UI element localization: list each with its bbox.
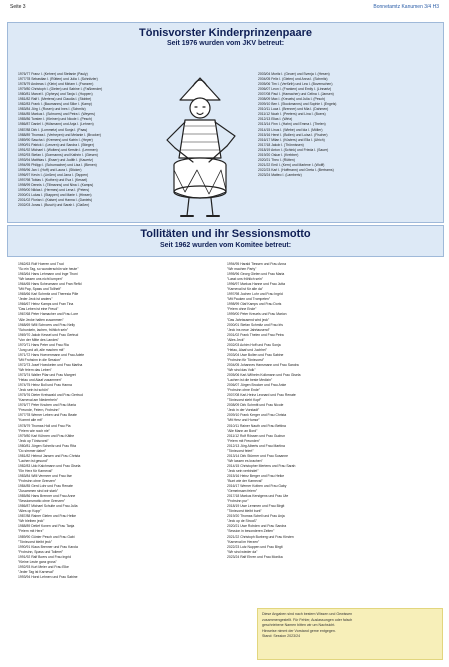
list-item: 1993/94 Horst Lehnen und Frau Sabine xyxy=(18,574,78,579)
list-item: 2015/16 Henri I. (Bollen) und Luisa I. (Fischer) xyxy=(258,132,328,137)
list-item: "Frohsinn pur" xyxy=(227,499,249,504)
list-item: 1989/90 Günter Pesch und Frau Gabi xyxy=(18,534,75,539)
tollitaeten-title-box xyxy=(7,225,444,257)
list-item: 1986/87 Daniel I. (Hülsmann) und Anja I. (Lehnen) xyxy=(18,122,94,127)
list-item: 1976/77 Franz I. (Kehrer) und Stefanie (Pauly) xyxy=(18,72,88,76)
list-item: "Mit Frohsinn in die Session" xyxy=(18,357,62,362)
prinzenpaare-list-right xyxy=(258,72,436,178)
list-item: 2005/06 Karl-Wilhelm Kolkmann und Frau Gisela xyxy=(227,373,301,378)
list-item: 1972/73 Josef Hoeckelen und Frau Martha xyxy=(18,362,83,367)
list-item: "Tönisvorst bleibt jeck" xyxy=(18,539,53,544)
list-item: "Tönisvorst steht Kopf" xyxy=(227,398,262,403)
list-item: "Bunt wie der Karneval" xyxy=(227,479,263,484)
list-item: "Frohsinn ohne Grenzen" xyxy=(18,479,57,484)
list-item: "Gemeinsam feiern" xyxy=(227,489,258,494)
list-item: "Tönisvorst feiert" xyxy=(227,448,254,453)
list-item: 1974/75 Heinz Boll und Frau Hanna xyxy=(18,383,72,388)
list-item: 2000/01 Stefan Schmitz und Frau Iris xyxy=(227,322,283,327)
list-item: 1983/84 Willi Vermeer und Frau Ilse xyxy=(18,473,72,478)
list-item: 1978/79 Thomas Holl und Frau Pia xyxy=(18,423,71,428)
page-header xyxy=(10,4,439,13)
list-item: 1993/94 Matthias I. (Esser) und Judith I. (Kauertz) xyxy=(18,157,94,162)
list-item: 2012/13 Jörg Alberts und Frau Martina xyxy=(227,443,285,448)
list-item: 1980/81 Marcel I. (Opheys) und Tanja I. (Hoppen) xyxy=(18,92,93,97)
list-item: 1984/85 Markus I. (Schroers) und Petra I. (Weyers) xyxy=(18,112,96,117)
list-item: "Wir feiern das Leben" xyxy=(18,367,52,372)
list-item: 1966/67 Heinz Kamps und Fran Tina xyxy=(18,302,74,307)
prinzenpaare-title: Tönisvorster Kinderprinzenpaare xyxy=(139,27,312,39)
page-number: Seite 3 xyxy=(10,4,26,10)
list-item: "Kleine Leute ganz gross" xyxy=(18,559,57,564)
list-item: "Frohsinn für Tönisvorst" xyxy=(227,357,265,362)
list-item: 2009/10 Frank Kerger und Frau Christa xyxy=(227,413,287,418)
list-item: 2011/12 Noah I. (Peeters) und Lina I. (Boers) xyxy=(258,112,326,117)
list-item: 1994/95 Harald Tiessen und Frau Anna xyxy=(227,262,286,266)
list-item: "Jeck sein verbindet" xyxy=(227,468,259,473)
list-item: 1976/77 Peter Knuben und Frau Maria xyxy=(18,403,76,408)
list-item: 1982/83 Frank I. (Baumanns) und Silke I. (Kamp) xyxy=(18,102,92,107)
list-item: 2014/15 Linus I. (Wiebe) und Ida I. (Möller) xyxy=(258,127,323,132)
list-item: 1977/78 Werner Leben und Frau Beate xyxy=(18,413,77,418)
list-item: "Feiern mit Herz" xyxy=(18,529,44,534)
list-item: "Karneval ist für alle da" xyxy=(227,287,263,292)
list-item: 1984/85 Gerd Lohr und Frau Renate xyxy=(18,484,73,489)
list-item: 2006/07 Jürgen Brocker und Frau Anke xyxy=(227,383,287,388)
list-item: 1994/95 Philipp I. (Schumacher) und Lisa I. (Bienen) xyxy=(18,162,97,167)
list-item: 1987/88 Dirk I. (Lommetz) und Sonja I. (Paas) xyxy=(18,127,88,132)
list-item: "Wir sind das Volk" xyxy=(227,367,256,372)
list-item: 1981/82 Helmut Jansen und Frau Christa xyxy=(18,453,81,458)
list-item: "Jeck ins neue Jahrtausend" xyxy=(227,327,270,332)
list-item: "Wir sind wieder da" xyxy=(227,549,258,554)
list-item: "Feiern ohne Ende" xyxy=(227,307,257,312)
list-item: 1998/99 Olaf Kamps und Frau Doris xyxy=(227,302,282,307)
list-item: 1963/64 Hans Lehmann und Inge Thoni xyxy=(18,272,78,277)
list-item: 1988/89 Thomas I. (Verheyen) und Melanie I. (Brocker) xyxy=(18,132,101,137)
list-item: 2022/23 Lutz Nuppen und Frau Birgit xyxy=(227,544,283,549)
list-item: 1997/98 Jochen Lohr und Frau Ingrid xyxy=(227,292,283,297)
list-item: 2014/15 Christopher Mertens und Frau Sarah xyxy=(227,463,296,468)
list-item: 1997/98 Tobias I. (Kothen) und Eva I. (Kessel) xyxy=(18,177,88,182)
list-item: "Alle Jecke halten zusammen" xyxy=(18,317,64,322)
list-item: "Sessionsmotto ohne Grenzen" xyxy=(18,499,66,504)
list-item: 1980/81 Jürgen Schmitz und Frau Rita xyxy=(18,443,77,448)
list-item: "Jeder Tag ist Karneval" xyxy=(18,569,54,574)
list-item: 2003/04 Uwe Bollen und Frau Sabine xyxy=(227,352,284,357)
list-item: "Das Leben ist eine Freud" xyxy=(18,307,59,312)
list-item: "Das Jahrtausend wird jeck" xyxy=(227,317,270,322)
list-item: 1989/90 Sascha I. (Kremers) und Katrin I. (Heyer) xyxy=(18,137,93,142)
list-item: 1968/69 Willi Schroers und Frau Nelly xyxy=(18,322,75,327)
list-item: 2005/06 Tim I. (Verfürth) und Lea I. (Bovenschen) xyxy=(258,82,333,87)
list-item: 2013/14 Finn I. (Hahn) und Emma I. (Thelen) xyxy=(258,122,326,127)
list-item: 1985/86 Hans Brenner und Frau Anne xyxy=(18,494,76,499)
list-item: 1964/65 Hans Scheumann und Fran Refld xyxy=(18,282,82,287)
tollitaeten-subtitle: Seit 1962 wurden vom Komitee betreut: xyxy=(159,242,292,249)
list-item: "Jeder Jeck ist anders" xyxy=(18,297,53,302)
list-item: "Feiern wie noch nie" xyxy=(18,428,50,433)
list-item: "Kommt alle mit" xyxy=(18,418,43,423)
list-item: 2019/20 Thomas Schell und Frau Anja xyxy=(227,514,285,519)
note-line: Diese Angaben sind nach bestem Wissen und Gewissen xyxy=(262,612,353,616)
list-item: "Freunde, Feiern, Frohsinn" xyxy=(18,408,60,413)
list-item: 2004/05 Felix I. (Gielen) und Anna I. (Schmitz) xyxy=(258,77,328,82)
prinzenpaare-subtitle: Seit 1976 wurden vom JKV betreut: xyxy=(166,40,285,47)
list-item: "Mit Pauken und Trompeten" xyxy=(227,297,271,302)
list-item: 2003/04 Moritz I. (Geuer) und Svenja I. (Hesen) xyxy=(258,72,330,76)
list-item: 2020/21 Theo I. (Rütten) xyxy=(258,157,295,162)
tollitaeten-title: Tollitäten und ihr Sessionsmotto xyxy=(140,228,311,240)
list-item: "Jeck op Tönisvorst" xyxy=(18,438,49,443)
list-item: 1990/91 Patrick I. (Lenzen) und Sandra I. (Stieger) xyxy=(18,142,94,147)
list-item: 2017/18 Jakob I. (Thönnissen) xyxy=(258,142,304,147)
list-item: 1965/66 Karl Schmitz und Theresia Pille xyxy=(18,292,79,297)
list-item: "Von der Mitte des Landes" xyxy=(18,337,59,342)
list-item: "Alles Jeck" xyxy=(227,337,245,342)
list-item: 2020/21 Uwe Rohden und Frau Sandra xyxy=(227,524,287,529)
list-item: 2013/14 Dirk Stürmer und Frau Susanne xyxy=(227,453,289,458)
list-item: 1967/68 Peter Hamacher und Frau Lore xyxy=(18,312,79,317)
list-item: "Mit Pap, Spass und Tollheit" xyxy=(18,287,62,292)
note-line: Stand: Session 2023/24 xyxy=(262,634,301,639)
list-item: 2000/01 Lukas I. (Stappen) und Marie I. (Hinsen) xyxy=(18,193,92,198)
note-line: Hinweise nimmt der Vorstand gerne entgegen. xyxy=(262,628,336,633)
list-item: "Wir machen Party" xyxy=(227,267,257,272)
list-item: 2018/19 Anton I. (Schink) und Frieda I. (Sauer) xyxy=(258,147,329,152)
list-item: "Frohsinn ohne Ende" xyxy=(227,388,260,393)
list-item: "Mit Herz und Humor" xyxy=(227,418,260,423)
list-item: 2001/02 Frank Thelen und Frau Petra xyxy=(227,332,284,337)
list-item: 1987/88 Rainer Gielen und Frau Heike xyxy=(18,514,77,519)
list-item: 1988/89 Detlef Konen und Frau Tanja xyxy=(18,524,75,529)
disclaimer-note xyxy=(257,608,443,660)
list-item: 1971/72 Hans Hoevenmann und Frau Adele xyxy=(18,352,85,357)
list-item: 2015/16 Heinz Berger und Frau Heike xyxy=(227,473,285,478)
list-item: 2010/11 Rainer Nauth und Frau Bettina xyxy=(227,423,286,428)
list-item: "Zusammen sind wir stark" xyxy=(18,489,59,494)
list-item: "Lasst uns fröhlich sein" xyxy=(227,277,263,282)
list-item: 2021/22 Emil I. (Kern) und Marlene I. (Wolff) xyxy=(258,162,325,167)
list-item: "Lachen ist gesund" xyxy=(18,458,48,463)
list-item: 1991/92 Michael I. (Wolters) und Kerstin I. (Lemmen) xyxy=(18,147,98,152)
list-item: 1983/84 Jörg I. (Rosen) und Ines I. (Schmitz) xyxy=(18,107,86,112)
list-item: "Helau und Alaaf zusammen" xyxy=(18,378,62,383)
list-item: 2010/11 Luca I. (Brenner) und Mia I. (Dahmen) xyxy=(258,107,329,112)
list-item: "Jeck sein ist schön" xyxy=(18,388,49,393)
list-item: 2002/03 Achim Hoff und Frau Sonja xyxy=(227,342,281,347)
list-item: "Feiern mit Freunden" xyxy=(227,438,260,443)
note-line: zusammengestellt. Für Fehler, Auslassungen oder falsch xyxy=(262,617,353,622)
disclaimer-lines xyxy=(262,612,438,640)
list-item: 2004/05 Johannes Hansmann und Frau Sandra xyxy=(227,362,299,367)
list-item: 1985/86 Torsten I. (Kleinen) und Nicole I. (Pesch) xyxy=(18,117,93,122)
list-item: 1979/80 Karl Kühnen und Frau Käthe xyxy=(18,433,75,438)
list-item: "Karneval im Herzen" xyxy=(227,539,260,544)
list-item: "Session in besonderen Zeiten" xyxy=(227,529,275,534)
list-item: 1969/70 Jakob Kessel und Frau Gertrud xyxy=(18,332,79,337)
list-item: 1977/78 Sebastian I. (Rütten) und Julia I. (Schnitzler) xyxy=(18,77,98,82)
tollitaeten-list-left xyxy=(18,262,218,580)
list-item: 2008/09 Dirk Schmitt und Frau Nicole xyxy=(227,403,284,408)
list-item: 1991/92 Ralf Boers und Frau Ingrid xyxy=(18,554,71,559)
list-item: 1982/83 Udo Kalchmann und Frau Gisela xyxy=(18,463,81,468)
list-item: 1978/79 Andreas I. (Klein) und Miriam I. (Franzen) xyxy=(18,82,94,87)
list-item: "Helau, Alaaf und Juchhei" xyxy=(227,347,267,352)
list-item: 1973/74 Walter Pilar und Frau Margret xyxy=(18,373,76,378)
list-item: 2023/24 Ralf Ehren und Frau Monika xyxy=(227,554,283,559)
list-item: 1975/76 Dieter Kreiswald und Frau Gertrud xyxy=(18,393,83,398)
list-item: 2019/20 Oskar I. (Krebber) xyxy=(258,152,299,157)
list-item: 2018/19 Uwe Lemmen und Frau Birgit xyxy=(227,504,285,509)
tollitaeten-list-right xyxy=(227,262,432,560)
list-item: 2007/08 Paul I. (Hamacher) und Celina I. (Jansen) xyxy=(258,92,334,97)
list-item: "Karneval am Niederrhein" xyxy=(18,398,58,403)
list-item: 1999/00 Peter Kreuels und Frau Marion xyxy=(227,312,287,317)
list-item: 1995/96 Jan I. (Hoff) und Laura I. (Sticker) xyxy=(18,167,82,172)
list-item: "Alles op Kopp" xyxy=(18,509,42,514)
list-item: 2022/23 Karl I. (Hoffmann) und Greta I. (Bertrams) xyxy=(258,167,334,172)
list-item: 1995/96 Georg Gielen und Frau Maria xyxy=(227,272,285,277)
list-item: 1998/99 Dennis I. (Tillmanns) und Nina I. (Kamps) xyxy=(18,183,94,188)
list-item: "Lachen ist die beste Medizin" xyxy=(227,378,273,383)
list-item: 2001/02 Florian I. (Kaiser) und Hanna I. (Daniels) xyxy=(18,198,93,203)
list-item: 2006/07 Leon I. (Franken) und Emily I. (Linnartz) xyxy=(258,87,332,92)
list-item: 2011/12 Rolf Rössen und Frau Gudrun xyxy=(227,433,286,438)
list-item: "Wir bleiben jeck" xyxy=(18,519,45,524)
list-item: 1999/00 Niklas I. (Hermes) und Lena I. (Peters) xyxy=(18,188,90,193)
list-item: 2002/03 Jonas I. (Busch) und Sarah I. (Claßen) xyxy=(18,203,90,208)
list-item: 2007/08 Karl-Heinz Leonard und Frau Renate xyxy=(227,393,296,398)
list-item: 2016/17 Werner Kothen und Frau Gaby xyxy=(227,484,287,489)
list-item: "Wir lassen uns nicht lumpen" xyxy=(18,277,63,282)
list-item: "Jeck in der Vorstadt" xyxy=(227,408,260,413)
list-item: 2008/09 Max I. (Kreuels) und Julia I. (Pesch) xyxy=(258,97,326,102)
list-item: "Ein Herz für Karneval" xyxy=(18,468,53,473)
publication-info: Bonnetamtz Kanumen 3/4 H3 xyxy=(373,4,439,10)
list-item: 2023/24 Matteo I. (Lambertz) xyxy=(258,172,302,177)
list-item: "Jung und alt, alle machen mit" xyxy=(18,347,65,352)
list-item: 1970/71 Hans Peter und Frau Ria xyxy=(18,342,69,347)
list-item: "Wir lassen es krachen" xyxy=(227,458,263,463)
list-item: "Frohsinn, Spass und Tollerei" xyxy=(18,549,64,554)
list-item: "So ein Tag, so wunderschön wie heute" xyxy=(18,267,79,272)
prinzenpaare-list-left xyxy=(18,72,143,208)
list-item: 1962/63 Rolf Hoeren und Trud xyxy=(18,262,64,266)
list-item: 2012/13 Elias I. (Wirtz) xyxy=(258,117,293,122)
list-item: "Schunkeln, lachen, fröhlich sein" xyxy=(18,327,69,332)
list-item: 2009/10 Ben I. (Stockmanns) und Sophie I. (Engels) xyxy=(258,102,337,107)
note-line: geschriebene Namen bitten wir um Nachsicht. xyxy=(262,623,336,628)
list-item: 2016/17 Milan I. (Küsters) und Ella I. (Ulrich) xyxy=(258,137,325,142)
list-item: "Tönisvorst bleibt bunt" xyxy=(227,509,262,514)
list-item: 1992/93 Stefan I. (Gormanns) und Kathrin I. (Giesen) xyxy=(18,152,98,157)
list-item: 1992/93 Kurt Meier und Frau Elke xyxy=(18,564,69,569)
list-item: 1986/87 Michael Schulte und Frau Julia xyxy=(18,504,78,509)
list-item: "Alle Mann an Bord" xyxy=(227,428,258,433)
list-item: 1990/91 Klaus Brenner und Frau Karola xyxy=(18,544,78,549)
kinderprinz-drummer-illustration xyxy=(145,70,255,220)
list-item: 2021/22 Christoph Burberg und Frau Kirsten xyxy=(227,534,294,539)
list-item: "Jeck op de Strooß" xyxy=(227,519,257,524)
list-item: 1996/97 Kevin I. (Linßen) und Jana I. (Tappen) xyxy=(18,172,89,177)
list-item: 2017/18 Markus Kerstgens und Frau Ute xyxy=(227,494,289,499)
list-item: "Do simmer dabei" xyxy=(18,448,47,453)
list-item: 1981/82 Ralf I. (Mertens) und Claudia I. (Stobbe) xyxy=(18,97,92,102)
list-item: 1996/97 Markus Hanne und Frau Jutta xyxy=(227,282,286,287)
list-item: 1979/80 Christoph I. (Gielen) und Sabine I. (Faßbender) xyxy=(18,87,103,92)
